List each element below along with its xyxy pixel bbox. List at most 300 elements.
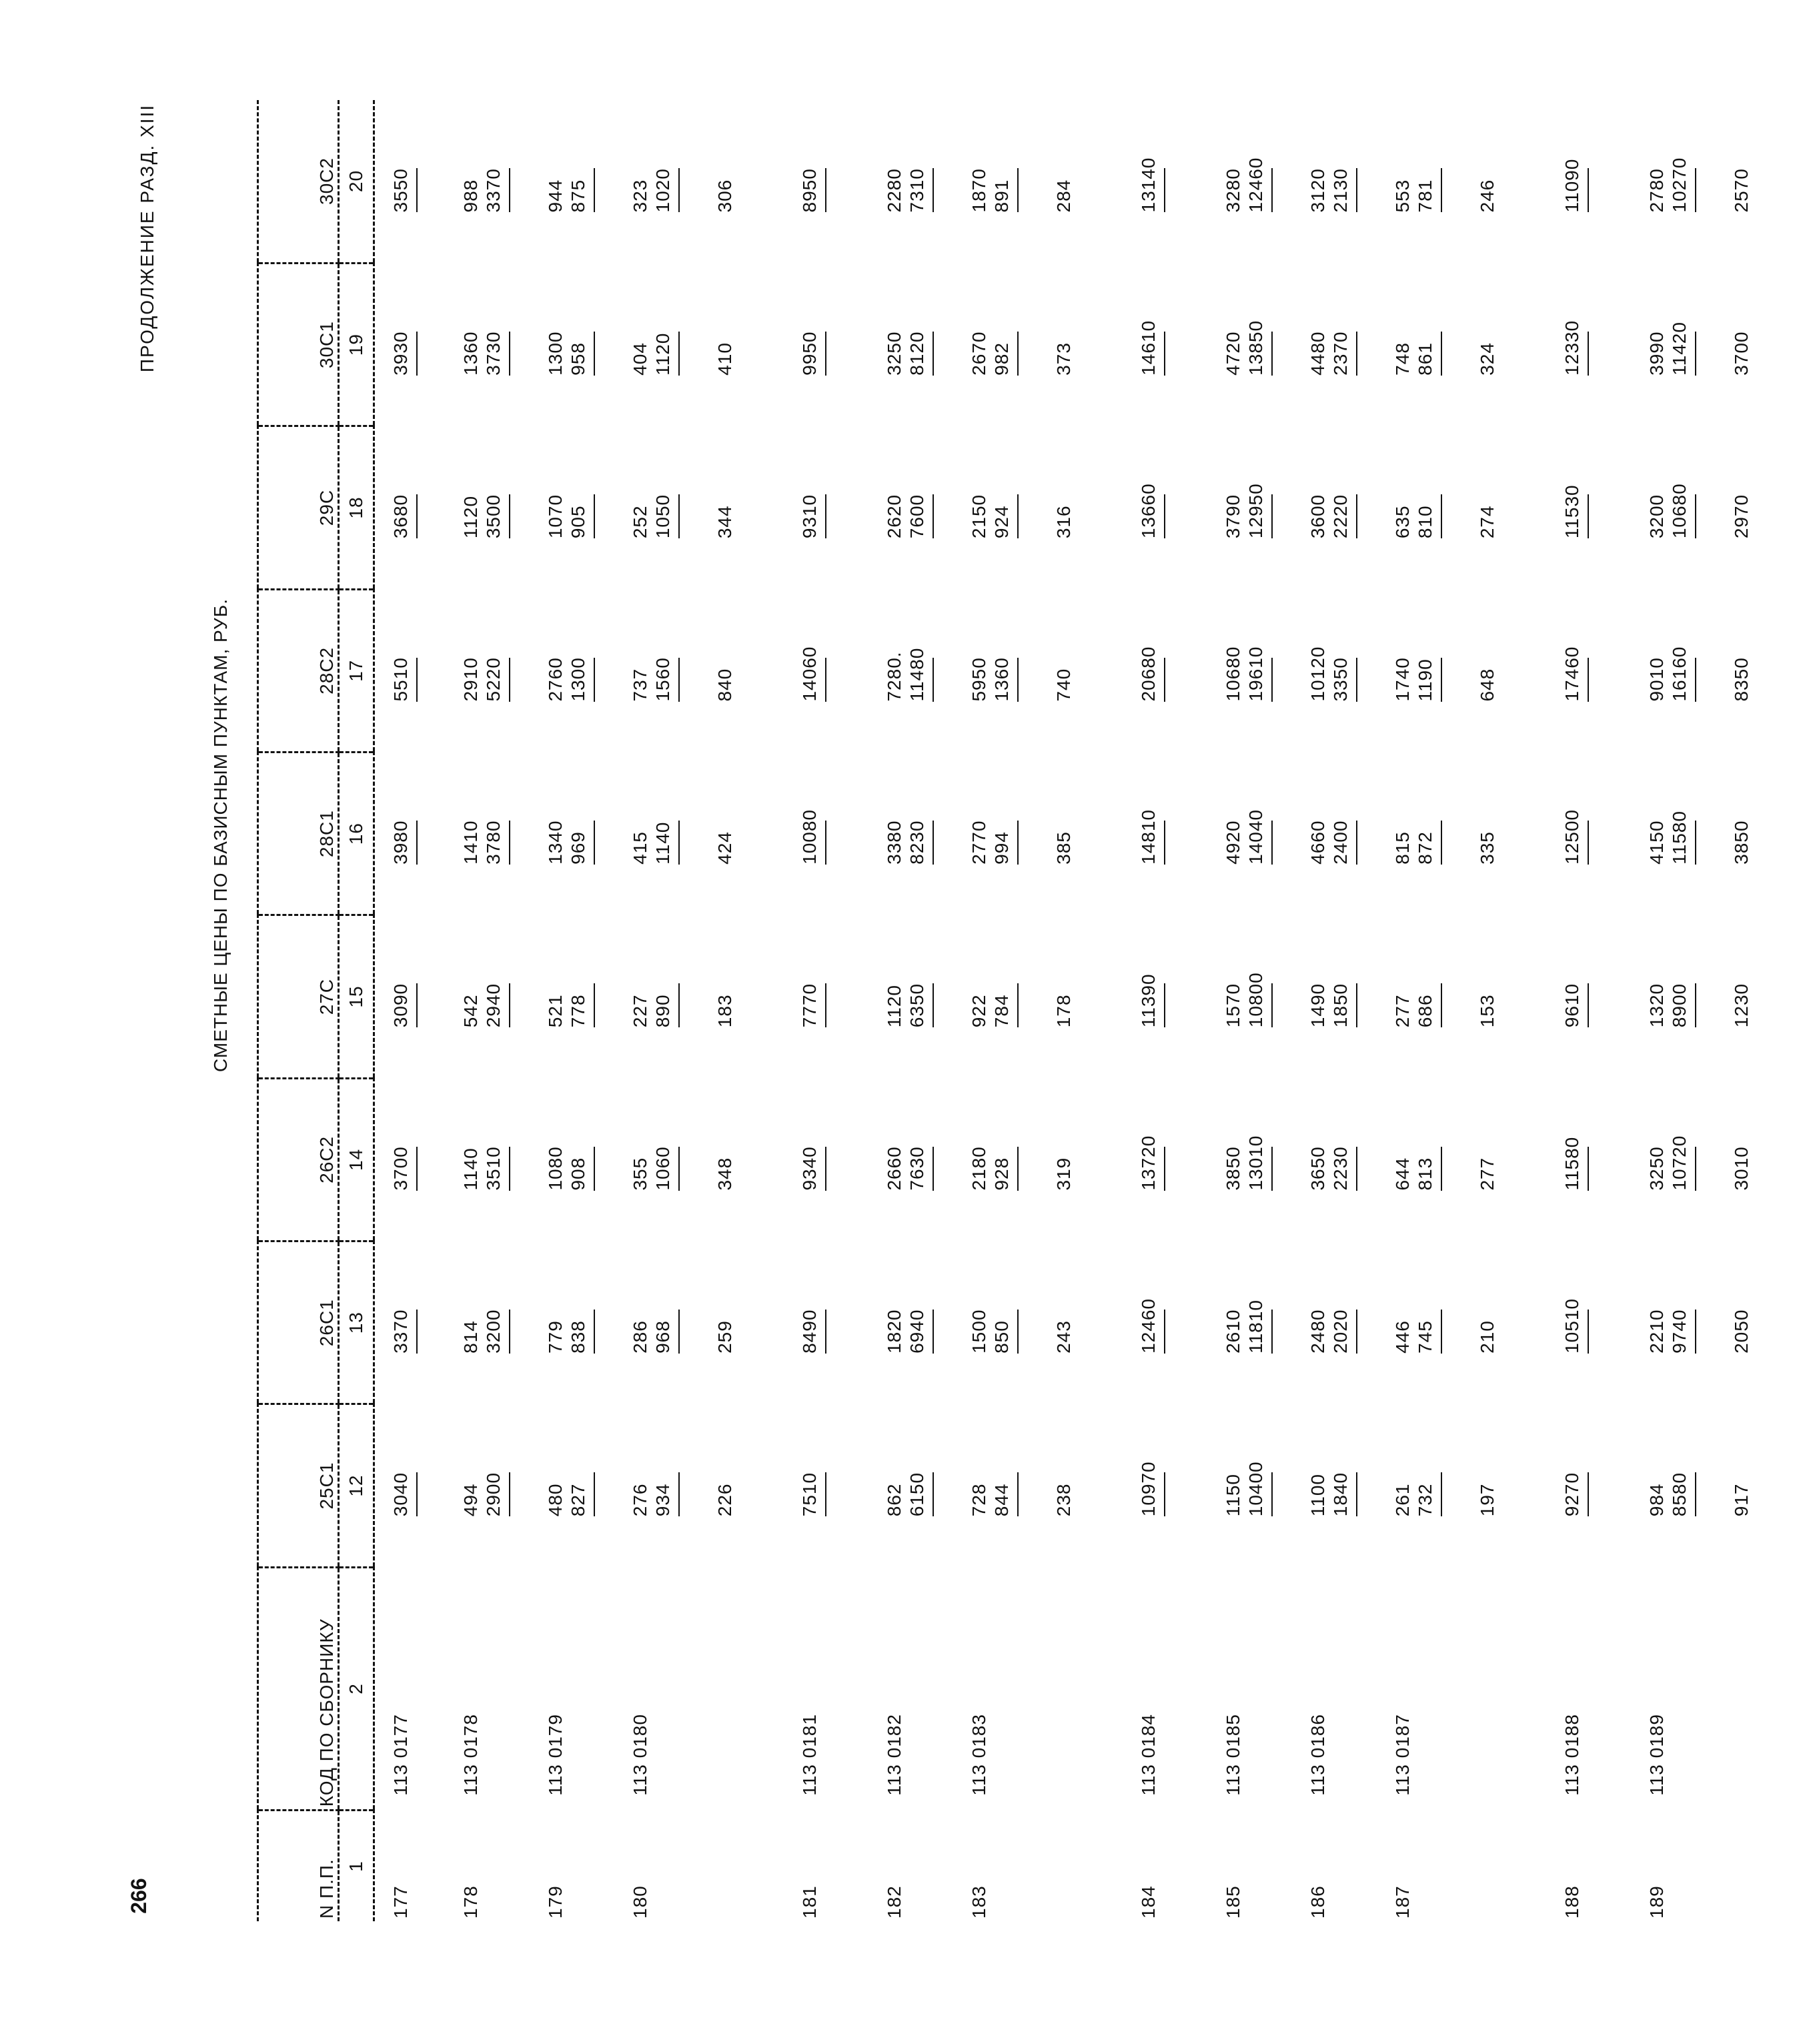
price-cell bbox=[1222, 589, 1307, 752]
price-cell bbox=[1307, 1241, 1391, 1404]
value-separator bbox=[1017, 168, 1019, 212]
value-separator bbox=[1164, 983, 1165, 1027]
row-number: 184 bbox=[1138, 1885, 1159, 1919]
price-group-title: СМЕТНЫЕ ЦЕНЫ ПО БАЗИСНЫМ ПУНКТАМ, РУБ. bbox=[210, 598, 231, 1072]
price-value: 644 bbox=[1392, 1157, 1413, 1191]
price-cell bbox=[1391, 426, 1476, 589]
row-code: 113 0181 bbox=[799, 1714, 820, 1796]
price-value: 19610 bbox=[1245, 646, 1266, 702]
column-number: 1 bbox=[339, 1811, 374, 1921]
row-number bbox=[714, 1811, 798, 1921]
value-separator bbox=[1588, 821, 1589, 865]
price-value: 917 bbox=[1731, 1483, 1752, 1517]
row-number: 177 bbox=[390, 1885, 411, 1919]
price-cell bbox=[1053, 1404, 1137, 1567]
row-number: 186 bbox=[1307, 1885, 1328, 1919]
price-cell bbox=[1561, 263, 1646, 426]
price-value: 3370 bbox=[390, 1309, 411, 1354]
price-value: 246 bbox=[1477, 179, 1497, 213]
value-separator bbox=[509, 658, 510, 702]
price-cell bbox=[714, 752, 798, 915]
price-value: 958 bbox=[568, 342, 588, 376]
price-value: 3650 bbox=[1307, 1146, 1328, 1191]
price-value: 3700 bbox=[390, 1146, 411, 1191]
price-cell bbox=[1307, 263, 1391, 426]
value-separator bbox=[933, 168, 934, 212]
continuation-heading: ПРОДОЛЖЕНИЕ РАЗД. XIII bbox=[137, 104, 157, 373]
value-separator bbox=[1588, 1147, 1589, 1191]
value-separator bbox=[416, 1310, 418, 1354]
price-cell bbox=[1730, 426, 1815, 589]
price-cell bbox=[968, 263, 1053, 426]
value-separator bbox=[509, 1147, 510, 1191]
price-cell bbox=[544, 100, 629, 263]
price-value: 838 bbox=[568, 1320, 588, 1354]
header-price-column: 30С2 bbox=[258, 100, 339, 263]
row-number: 189 bbox=[1646, 1885, 1667, 1919]
price-value: 982 bbox=[991, 342, 1012, 376]
price-value: 10720 bbox=[1669, 1135, 1690, 1191]
value-separator bbox=[416, 658, 418, 702]
value-separator bbox=[594, 1147, 595, 1191]
price-cell bbox=[1476, 1404, 1561, 1567]
price-value: 9310 bbox=[799, 494, 820, 539]
price-cell bbox=[374, 752, 460, 915]
price-value: 1150 bbox=[1223, 1474, 1243, 1517]
price-value: 324 bbox=[1477, 342, 1497, 376]
value-separator bbox=[1441, 821, 1442, 865]
price-cell bbox=[714, 100, 798, 263]
price-cell bbox=[968, 915, 1053, 1078]
price-cell bbox=[1053, 915, 1137, 1078]
price-cell bbox=[629, 263, 714, 426]
price-cell bbox=[1646, 263, 1730, 426]
table-row bbox=[1222, 100, 1307, 1921]
price-value: 284 bbox=[1053, 179, 1074, 213]
price-value: 840 bbox=[714, 668, 735, 702]
price-cell bbox=[1137, 589, 1222, 752]
price-cell bbox=[968, 1078, 1053, 1241]
value-separator bbox=[1441, 1147, 1442, 1191]
price-table bbox=[257, 100, 1815, 1921]
price-value: 2770 bbox=[969, 820, 989, 865]
price-cell bbox=[1137, 100, 1222, 263]
price-value: 1410 bbox=[460, 820, 481, 865]
price-value: 2480 bbox=[1307, 1309, 1328, 1354]
price-value: 480 bbox=[545, 1483, 566, 1517]
row-number: 183 bbox=[969, 1885, 989, 1919]
price-cell bbox=[798, 1241, 883, 1404]
price-value: 197 bbox=[1477, 1483, 1497, 1517]
price-value: 8950 bbox=[799, 168, 820, 213]
price-value: 306 bbox=[714, 179, 735, 213]
page-number: 266 bbox=[127, 1878, 151, 1914]
value-separator bbox=[416, 1147, 418, 1191]
value-separator bbox=[1695, 168, 1696, 212]
price-value: 178 bbox=[1053, 994, 1074, 1028]
price-value: 2280 bbox=[884, 168, 904, 213]
row-code: 113 0179 bbox=[545, 1714, 566, 1796]
price-value: 891 bbox=[991, 179, 1012, 213]
price-value: 10680 bbox=[1669, 483, 1690, 539]
price-value: 1140 bbox=[652, 821, 673, 865]
value-separator bbox=[678, 658, 680, 702]
price-value: 3200 bbox=[483, 1309, 504, 1354]
price-value: 385 bbox=[1053, 831, 1074, 865]
price-value: 1300 bbox=[568, 657, 588, 702]
price-cell bbox=[374, 1404, 460, 1567]
price-value: 3700 bbox=[1731, 331, 1752, 376]
row-number bbox=[1053, 1811, 1137, 1921]
price-value: 16160 bbox=[1669, 646, 1690, 702]
price-value: 238 bbox=[1053, 1483, 1074, 1517]
value-separator bbox=[678, 494, 680, 538]
price-value: 748 bbox=[1392, 342, 1413, 376]
value-separator bbox=[1441, 983, 1442, 1027]
price-value: 850 bbox=[991, 1320, 1012, 1354]
price-cell bbox=[629, 589, 714, 752]
price-cell bbox=[460, 589, 544, 752]
price-value: 3380 bbox=[884, 820, 904, 865]
price-value: 316 bbox=[1053, 505, 1074, 539]
row-code: 113 0177 bbox=[390, 1714, 411, 1796]
price-value: 373 bbox=[1053, 342, 1074, 376]
row-number: 180 bbox=[630, 1885, 650, 1919]
price-value: 2620 bbox=[884, 494, 904, 539]
price-value: 1120 bbox=[652, 332, 673, 376]
price-value: 815 bbox=[1392, 831, 1413, 865]
value-separator bbox=[594, 494, 595, 538]
price-value: 3930 bbox=[390, 331, 411, 376]
table-row bbox=[460, 100, 544, 1921]
column-number: 20 bbox=[339, 100, 374, 263]
price-cell bbox=[1307, 100, 1391, 263]
price-value: 8230 bbox=[906, 820, 927, 865]
row-number: 181 bbox=[799, 1885, 820, 1919]
price-cell bbox=[1137, 1241, 1222, 1404]
price-cell bbox=[1053, 1078, 1137, 1241]
price-cell bbox=[1476, 1078, 1561, 1241]
value-separator bbox=[1695, 658, 1696, 702]
price-value: 10120 bbox=[1307, 646, 1328, 702]
price-cell bbox=[544, 752, 629, 915]
price-value: 252 bbox=[630, 505, 650, 539]
value-separator bbox=[1356, 1147, 1357, 1191]
price-cell bbox=[460, 1241, 544, 1404]
value-separator bbox=[1588, 1472, 1589, 1516]
price-value: 984 bbox=[1646, 1483, 1667, 1517]
table-row bbox=[1561, 100, 1646, 1921]
price-value: 3790 bbox=[1223, 494, 1243, 539]
price-cell bbox=[883, 915, 968, 1078]
price-cell bbox=[883, 263, 968, 426]
value-separator bbox=[1017, 983, 1019, 1027]
value-separator bbox=[1017, 332, 1019, 376]
price-value: 922 bbox=[969, 994, 989, 1028]
value-separator bbox=[1017, 821, 1019, 865]
price-value: 12500 bbox=[1562, 809, 1582, 865]
value-separator bbox=[1164, 332, 1165, 376]
price-cell bbox=[1307, 589, 1391, 752]
column-number: 13 bbox=[339, 1241, 374, 1404]
price-cell bbox=[460, 1078, 544, 1241]
price-value: 1820 bbox=[884, 1309, 904, 1354]
header-price-column: 25С1 bbox=[258, 1404, 339, 1567]
price-value: 12460 bbox=[1138, 1298, 1159, 1354]
column-number: 17 bbox=[339, 589, 374, 752]
price-value: 8490 bbox=[799, 1309, 820, 1354]
price-value: 3350 bbox=[1330, 657, 1351, 702]
row-code bbox=[714, 1567, 798, 1811]
value-separator bbox=[1588, 658, 1589, 702]
price-value: 4720 bbox=[1223, 331, 1243, 376]
price-cell bbox=[968, 100, 1053, 263]
header-price-column: 27С bbox=[258, 915, 339, 1078]
price-cell bbox=[1053, 426, 1137, 589]
price-cell bbox=[1391, 1404, 1476, 1567]
row-code: 113 0187 bbox=[1392, 1714, 1413, 1796]
price-cell bbox=[544, 426, 629, 589]
table-row bbox=[1646, 100, 1730, 1921]
price-value: 2050 bbox=[1731, 1309, 1752, 1354]
price-cell bbox=[629, 1241, 714, 1404]
value-separator bbox=[1164, 821, 1165, 865]
price-cell bbox=[1476, 589, 1561, 752]
price-value: 210 bbox=[1477, 1320, 1497, 1354]
price-cell bbox=[883, 589, 968, 752]
value-separator bbox=[416, 821, 418, 865]
value-separator bbox=[825, 658, 826, 702]
price-value: 11530 bbox=[1562, 484, 1582, 539]
value-separator bbox=[1356, 1472, 1357, 1516]
value-separator bbox=[1356, 658, 1357, 702]
value-separator bbox=[509, 821, 510, 865]
column-number: 16 bbox=[339, 752, 374, 915]
price-value: 3200 bbox=[1646, 494, 1667, 539]
price-value: 323 bbox=[630, 179, 650, 213]
value-separator bbox=[1164, 1147, 1165, 1191]
price-value: 2970 bbox=[1731, 494, 1752, 539]
price-cell bbox=[798, 752, 883, 915]
price-cell bbox=[714, 1404, 798, 1567]
value-separator bbox=[594, 983, 595, 1027]
price-value: 3850 bbox=[1731, 820, 1752, 865]
value-separator bbox=[1695, 821, 1696, 865]
price-cell bbox=[1053, 1241, 1137, 1404]
price-cell bbox=[1730, 589, 1815, 752]
value-separator bbox=[678, 1472, 680, 1516]
value-separator bbox=[933, 821, 934, 865]
value-separator bbox=[509, 494, 510, 538]
price-cell bbox=[1053, 100, 1137, 263]
price-cell bbox=[1222, 1241, 1307, 1404]
price-cell bbox=[1222, 1078, 1307, 1241]
price-value: 1320 bbox=[1646, 983, 1667, 1028]
value-separator bbox=[825, 983, 826, 1027]
price-cell bbox=[1137, 915, 1222, 1078]
header-price-column: 30С1 bbox=[258, 263, 339, 426]
price-value: 2780 bbox=[1646, 168, 1667, 213]
value-separator bbox=[1695, 494, 1696, 538]
value-separator bbox=[509, 1310, 510, 1354]
column-number: 12 bbox=[339, 1404, 374, 1567]
price-cell bbox=[544, 1404, 629, 1567]
price-cell bbox=[460, 100, 544, 263]
price-value: 410 bbox=[714, 342, 735, 376]
price-cell bbox=[1137, 1404, 1222, 1567]
price-value: 934 bbox=[652, 1483, 673, 1517]
column-number-row bbox=[339, 100, 374, 1921]
price-value: 2570 bbox=[1731, 168, 1752, 213]
value-separator bbox=[933, 658, 934, 702]
value-separator bbox=[1271, 1472, 1273, 1516]
price-cell bbox=[1646, 1241, 1730, 1404]
column-number: 19 bbox=[339, 263, 374, 426]
price-value: 3040 bbox=[390, 1472, 411, 1517]
value-separator bbox=[416, 168, 418, 212]
price-value: 13010 bbox=[1245, 1135, 1266, 1191]
price-cell bbox=[1730, 100, 1815, 263]
value-separator bbox=[1695, 1472, 1696, 1516]
price-cell bbox=[1646, 1404, 1730, 1567]
price-value: 862 bbox=[884, 1483, 904, 1517]
value-separator bbox=[1356, 168, 1357, 212]
price-cell bbox=[883, 1404, 968, 1567]
price-value: 1360 bbox=[460, 331, 481, 376]
price-cell bbox=[883, 426, 968, 589]
value-separator bbox=[1017, 1310, 1019, 1354]
price-value: 348 bbox=[714, 1157, 735, 1191]
price-cell bbox=[544, 1078, 629, 1241]
price-value: 737 bbox=[630, 668, 650, 702]
price-value: 183 bbox=[714, 994, 735, 1028]
price-cell bbox=[1391, 100, 1476, 263]
price-cell bbox=[1137, 426, 1222, 589]
price-value: 2760 bbox=[545, 657, 566, 702]
price-value: 1850 bbox=[1330, 983, 1351, 1028]
price-cell bbox=[460, 752, 544, 915]
price-value: 4660 bbox=[1307, 820, 1328, 865]
price-value: 14060 bbox=[799, 646, 820, 702]
price-value: 2940 bbox=[483, 983, 504, 1028]
price-value: 7630 bbox=[906, 1146, 927, 1191]
price-value: 1190 bbox=[1415, 658, 1435, 702]
price-cell bbox=[629, 915, 714, 1078]
price-cell bbox=[1561, 426, 1646, 589]
price-value: 12460 bbox=[1245, 157, 1266, 213]
price-cell bbox=[1476, 426, 1561, 589]
price-value: 494 bbox=[460, 1483, 481, 1517]
value-separator bbox=[1271, 494, 1273, 538]
price-cell bbox=[798, 589, 883, 752]
row-code: 113 0189 bbox=[1646, 1714, 1667, 1796]
value-separator bbox=[678, 332, 680, 376]
price-value: 779 bbox=[545, 1320, 566, 1354]
price-value: 3370 bbox=[483, 168, 504, 213]
value-separator bbox=[1271, 1147, 1273, 1191]
value-separator bbox=[1271, 168, 1273, 212]
price-value: 1120 bbox=[884, 984, 904, 1028]
price-cell bbox=[1730, 915, 1815, 1078]
value-separator bbox=[1695, 332, 1696, 376]
value-separator bbox=[678, 821, 680, 865]
price-value: 521 bbox=[545, 994, 566, 1028]
price-value: 861 bbox=[1415, 342, 1435, 376]
price-value: 2020 bbox=[1330, 1309, 1351, 1354]
price-value: 872 bbox=[1415, 831, 1435, 865]
price-value: 3500 bbox=[483, 494, 504, 539]
price-value: 1740 bbox=[1392, 657, 1413, 702]
value-separator bbox=[1441, 658, 1442, 702]
price-value: 969 bbox=[568, 831, 588, 865]
price-cell bbox=[629, 752, 714, 915]
value-separator bbox=[1441, 1310, 1442, 1354]
value-separator bbox=[1695, 1147, 1696, 1191]
header-price-column: 28С2 bbox=[258, 589, 339, 752]
price-cell bbox=[1053, 752, 1137, 915]
price-cell bbox=[1307, 915, 1391, 1078]
price-value: 10680 bbox=[1223, 646, 1243, 702]
price-value: 3250 bbox=[1646, 1146, 1667, 1191]
price-value: 2220 bbox=[1330, 494, 1351, 539]
price-value: 1560 bbox=[652, 657, 673, 702]
price-cell bbox=[544, 915, 629, 1078]
value-separator bbox=[825, 332, 826, 376]
price-cell bbox=[1476, 915, 1561, 1078]
price-cell bbox=[798, 1404, 883, 1567]
price-value: 728 bbox=[969, 1483, 989, 1517]
row-number: 187 bbox=[1392, 1885, 1413, 1919]
value-separator bbox=[594, 658, 595, 702]
price-cell bbox=[714, 1078, 798, 1241]
price-cell bbox=[1307, 1078, 1391, 1241]
price-value: 1490 bbox=[1307, 983, 1328, 1028]
price-value: 7600 bbox=[906, 494, 927, 539]
price-cell bbox=[1222, 1404, 1307, 1567]
price-cell bbox=[714, 589, 798, 752]
price-value: 227 bbox=[630, 994, 650, 1028]
price-cell bbox=[374, 1078, 460, 1241]
price-value: 5220 bbox=[483, 657, 504, 702]
price-value: 14810 bbox=[1138, 809, 1159, 865]
price-value: 2400 bbox=[1330, 820, 1351, 865]
value-separator bbox=[1017, 494, 1019, 538]
row-code: 113 0186 bbox=[1307, 1714, 1328, 1796]
price-cell bbox=[1222, 752, 1307, 915]
price-value: 12330 bbox=[1562, 320, 1582, 376]
price-cell bbox=[374, 589, 460, 752]
price-value: 1100 bbox=[1307, 1474, 1328, 1517]
price-cell bbox=[1561, 1241, 1646, 1404]
price-cell bbox=[883, 100, 968, 263]
price-value: 3550 bbox=[390, 168, 411, 213]
value-separator bbox=[1356, 1310, 1357, 1354]
price-value: 12950 bbox=[1245, 483, 1266, 539]
value-separator bbox=[1271, 821, 1273, 865]
price-cell bbox=[374, 426, 460, 589]
price-value: 344 bbox=[714, 505, 735, 539]
price-value: 1870 bbox=[969, 168, 989, 213]
price-value: 10800 bbox=[1245, 972, 1266, 1028]
value-separator bbox=[1164, 1472, 1165, 1516]
price-cell bbox=[968, 1404, 1053, 1567]
price-value: 274 bbox=[1477, 505, 1497, 539]
price-value: 3600 bbox=[1307, 494, 1328, 539]
row-code bbox=[1053, 1567, 1137, 1811]
price-value: 11420 bbox=[1669, 322, 1690, 376]
price-value: 732 bbox=[1415, 1483, 1435, 1517]
row-number: 182 bbox=[884, 1885, 904, 1919]
